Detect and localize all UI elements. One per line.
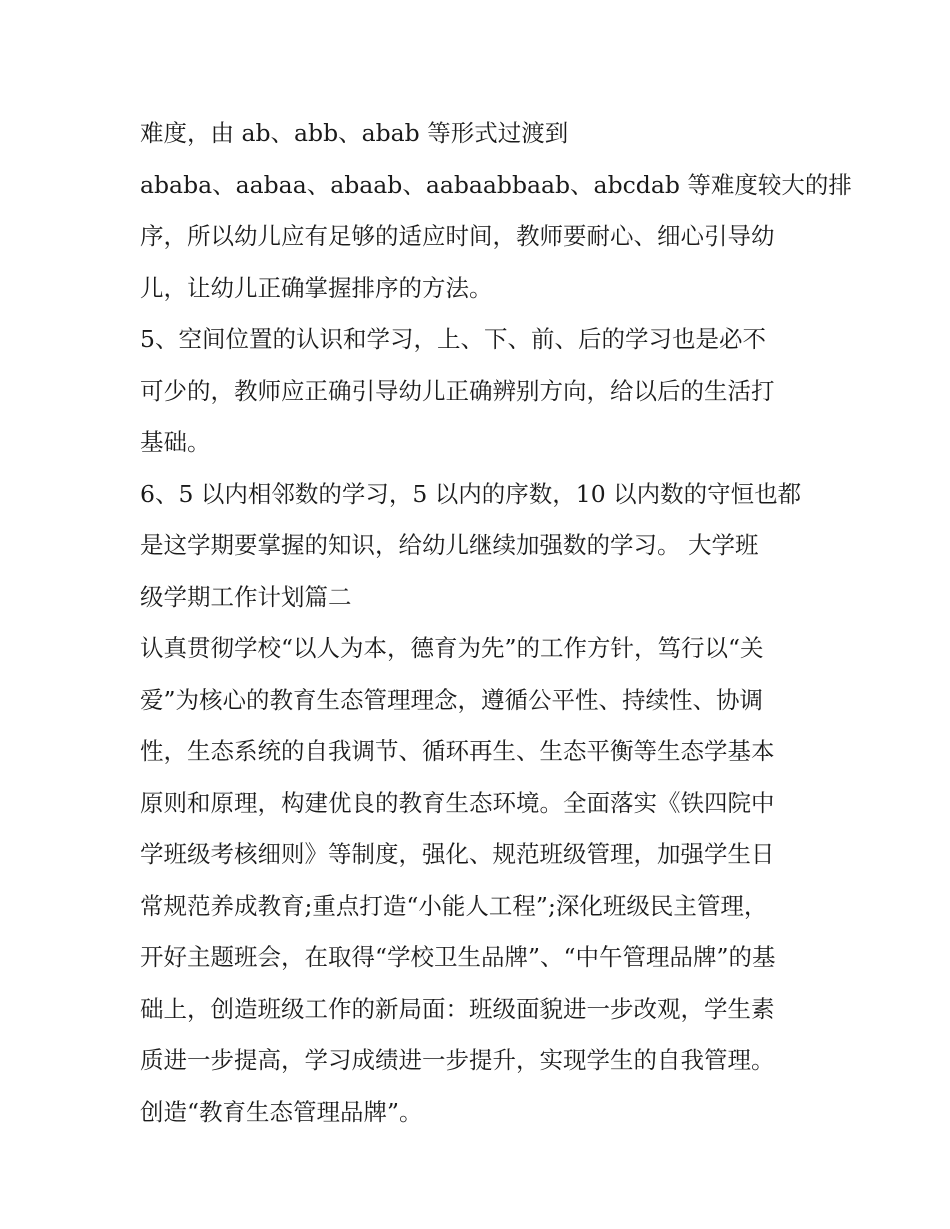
text-line: 级学期工作计划篇二: [140, 582, 352, 611]
text-line: 创造“教育生态管理品牌”。: [140, 1097, 423, 1126]
text-line: 基础。: [140, 428, 211, 456]
text-line: 学班级考核细则》等制度，强化、规范班级管理，加强学生日: [140, 840, 775, 868]
text-line: 认真贯彻学校“以人为本，德育为先”的工作方针，笃行以“关: [140, 634, 764, 662]
text-line: 开好主题班会，在取得“学校卫生品牌”、“中午管理品牌”的基: [140, 943, 776, 971]
text-line: 5、空间位置的认识和学习，上、下、前、后的学习也是必不: [140, 325, 766, 353]
text-line: 难度，由 ab、abb、abab 等形式过渡到: [140, 119, 569, 147]
text-line: 儿，让幼儿正确掌握排序的方法。: [140, 273, 493, 302]
text-line: 序，所以幼儿应有足够的适应时间，教师要耐心、细心引导幼: [140, 222, 775, 250]
text-line: 6、5 以内相邻数的学习，5 以内的序数，10 以内数的守恒也都: [140, 479, 802, 508]
text-line: 性，生态系统的自我调节、循环再生、生态平衡等生态学基本: [140, 737, 775, 765]
text-line: 础上，创造班级工作的新局面：班级面貌进一步改观，学生素: [140, 994, 775, 1023]
text-line: 常规范养成教育;重点打造“小能人工程”;深化班级民主管理，: [140, 891, 768, 920]
text-line: 质进一步提高，学习成绩进一步提升，实现学生的自我管理。: [140, 1046, 775, 1074]
text-line: 原则和原理，构建优良的教育生态环境。全面落实《铁四院中: [140, 788, 775, 817]
text-line: 可少的，教师应正确引导幼儿正确辨别方向，给以后的生活打: [140, 376, 775, 405]
text-line: 是这学期要掌握的知识，给幼儿继续加强数的学习。 大学班: [140, 531, 759, 559]
text-line: ababa、aabaa、abaab、aabaabbaab、abcdab 等难度较大的排: [140, 170, 852, 199]
body-text: [140, 108, 852, 1138]
text-line: 爱”为核心的教育生态管理理念，遵循公平性、持续性、协调: [140, 685, 764, 714]
